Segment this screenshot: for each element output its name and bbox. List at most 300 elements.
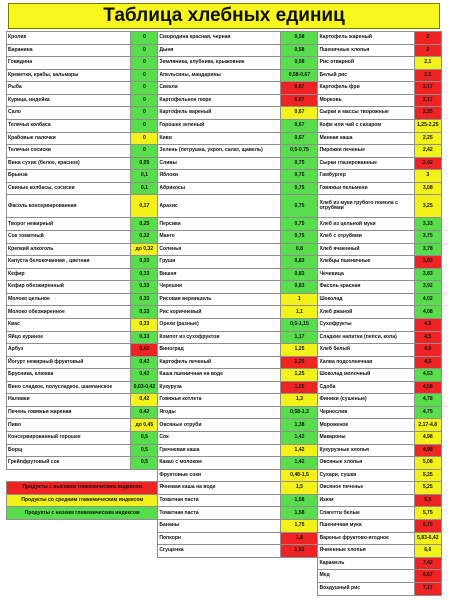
product-name: Свекла bbox=[158, 82, 281, 95]
empty-cell bbox=[131, 532, 158, 545]
bread-units-value: 0,05 bbox=[131, 157, 158, 170]
table-row bbox=[7, 406, 442, 419]
bread-units-value: 2,25 bbox=[414, 107, 441, 120]
bread-units-value: 1,1 bbox=[281, 306, 318, 319]
bread-units-value: до 0,32 bbox=[131, 243, 158, 256]
bread-units-value: 0 bbox=[131, 69, 158, 82]
bread-units-value: 0,58 bbox=[281, 44, 318, 57]
product-name: Черешня bbox=[158, 281, 281, 294]
product-name: Рис коричневый bbox=[158, 306, 281, 319]
product-name: Халва подсолнечная bbox=[318, 356, 414, 369]
product-name: Земляника, клубника, крыжовник bbox=[158, 57, 281, 70]
product-name: Брусника, клюква bbox=[7, 369, 131, 382]
bread-units-value: 3,92 bbox=[414, 281, 441, 294]
product-name: Свиные колбасы, сосиски bbox=[7, 182, 131, 195]
product-name: Баранина bbox=[7, 44, 131, 57]
product-name: Дыня bbox=[158, 44, 281, 57]
product-name: Картофель жареный bbox=[318, 32, 414, 45]
product-name: Шоколад молочный bbox=[318, 369, 414, 382]
product-name: Кофе или чай с сахаром bbox=[318, 119, 414, 132]
bread-units-value: 7,17 bbox=[414, 582, 441, 595]
product-name: Груши bbox=[158, 256, 281, 269]
product-name: Капуста белокочанная , цветная bbox=[7, 256, 131, 269]
product-name: Телячья колбаса bbox=[7, 119, 131, 132]
product-name: Изюм bbox=[318, 494, 414, 507]
product-name: Говяжья котлета bbox=[158, 394, 281, 407]
product-name: Сок bbox=[158, 432, 281, 445]
product-name: Какао с молоком bbox=[158, 457, 281, 470]
table-row bbox=[7, 507, 442, 520]
product-name: Чечевица bbox=[318, 268, 414, 281]
product-name: Печень говяжья жареная bbox=[7, 406, 131, 419]
bread-units-value: 2,17 bbox=[414, 82, 441, 95]
product-name: Сырки глазированные bbox=[318, 157, 414, 170]
product-name: Кукурузные хлопья bbox=[318, 444, 414, 457]
bread-units-value: 5,25 bbox=[414, 482, 441, 495]
bread-units-value: 1,25 bbox=[281, 369, 318, 382]
product-name: Курица, индейка bbox=[7, 94, 131, 107]
table-row bbox=[7, 256, 442, 269]
table-row bbox=[7, 182, 442, 195]
bread-units-value: 0,5-1,15 bbox=[281, 318, 318, 331]
bread-units-value: 0 bbox=[131, 44, 158, 57]
empty-cell bbox=[7, 519, 131, 532]
bread-units-value: 4,02 bbox=[414, 293, 441, 306]
product-name: Бананы bbox=[158, 519, 281, 532]
product-name: Арахис bbox=[158, 195, 281, 218]
table-row bbox=[7, 557, 442, 570]
table-row bbox=[7, 32, 442, 45]
bread-units-value: 3,78 bbox=[414, 243, 441, 256]
bread-units-value: 0,67 bbox=[281, 132, 318, 145]
product-name: Сухофрукты bbox=[318, 318, 414, 331]
product-name: Белый рис bbox=[318, 69, 414, 82]
bread-units-value: 2,1 bbox=[414, 69, 441, 82]
product-name: Персики bbox=[158, 218, 281, 231]
table-row bbox=[7, 306, 442, 319]
product-name: Гречневая каша bbox=[158, 444, 281, 457]
bread-units-value: 6,6 bbox=[414, 545, 441, 558]
bread-units-value: 0 bbox=[131, 32, 158, 45]
bread-units-value: 0,5 bbox=[131, 432, 158, 445]
bread-units-value: 3,75 bbox=[414, 231, 441, 244]
table-row bbox=[7, 268, 442, 281]
empty-cell bbox=[7, 557, 131, 570]
bread-units-value: 0,75 bbox=[281, 157, 318, 170]
table-row bbox=[7, 94, 442, 107]
bread-units-value: 3,25 bbox=[414, 195, 441, 218]
bread-units-value: 1,25 bbox=[281, 356, 318, 369]
table-row bbox=[7, 582, 442, 595]
product-name: Наливки bbox=[7, 394, 131, 407]
table-row bbox=[7, 57, 442, 70]
product-name: Йогурт нежирный фруктовый bbox=[7, 356, 131, 369]
bread-units-value: 0,33 bbox=[131, 256, 158, 269]
table-row bbox=[7, 145, 442, 158]
product-name: Картофельное пюре bbox=[158, 94, 281, 107]
table-row bbox=[7, 469, 442, 482]
empty-cell bbox=[131, 545, 158, 558]
product-name: Вишня bbox=[158, 268, 281, 281]
bread-units-value: 1,17 bbox=[281, 331, 318, 344]
table-row bbox=[7, 132, 442, 145]
table-row bbox=[7, 532, 442, 545]
bread-units-value: 0,67 bbox=[281, 119, 318, 132]
product-name: Рыба bbox=[7, 82, 131, 95]
product-name: Пшеничная мука bbox=[318, 519, 414, 532]
product-name: Борщ bbox=[7, 444, 131, 457]
bread-units-value: 5,83-6,42 bbox=[414, 532, 441, 545]
product-name: Соленья bbox=[158, 243, 281, 256]
bread-units-value: 4,5 bbox=[414, 318, 441, 331]
table-row bbox=[7, 369, 442, 382]
product-name: Молоко цельное bbox=[7, 293, 131, 306]
table-row bbox=[7, 344, 442, 357]
product-name: Ягоды bbox=[158, 406, 281, 419]
product-name: Картофель фри bbox=[318, 82, 414, 95]
bread-units-value: 0,42 bbox=[131, 406, 158, 419]
bread-units-value: 4,08 bbox=[414, 306, 441, 319]
product-name: Макароны bbox=[318, 432, 414, 445]
product-name: Хлебцы пшеничные bbox=[318, 256, 414, 269]
product-name: Картофель печеный bbox=[158, 356, 281, 369]
bread-units-value: 0,25 bbox=[131, 218, 158, 231]
product-name: Сладкие напитки (пепси, кола) bbox=[318, 331, 414, 344]
table-row bbox=[7, 457, 442, 470]
empty-cell bbox=[7, 582, 131, 595]
product-name: Крепкий алкоголь bbox=[7, 243, 131, 256]
bread-units-value: 0 bbox=[131, 94, 158, 107]
bread-units-value: 0,83 bbox=[281, 256, 318, 269]
bread-units-value: 0,67 bbox=[281, 94, 318, 107]
product-name: Кукуруза bbox=[158, 381, 281, 394]
bread-units-value: 2,25 bbox=[414, 132, 441, 145]
bread-units-value: 3,33 bbox=[414, 218, 441, 231]
bread-units-value: 1,25 bbox=[281, 344, 318, 357]
bread-units-value: 3,08 bbox=[414, 182, 441, 195]
empty-cell bbox=[281, 570, 318, 583]
product-name: Хлеб с отрубями bbox=[318, 231, 414, 244]
empty-cell bbox=[7, 545, 131, 558]
bread-units-value: 1,8 bbox=[281, 532, 318, 545]
table-row bbox=[7, 482, 442, 495]
bread-units-value: 0 bbox=[131, 132, 158, 145]
product-name: Хлеб ржаной bbox=[318, 306, 414, 319]
product-name: Сдоба bbox=[318, 381, 414, 394]
bread-units-value: 2,42 bbox=[414, 157, 441, 170]
product-name: Вина сухие (белое, красное) bbox=[7, 157, 131, 170]
product-name: Пирожки печеные bbox=[318, 145, 414, 158]
product-name: Яблоки bbox=[158, 170, 281, 183]
table-row bbox=[7, 170, 442, 183]
bread-units-value: 0 bbox=[131, 57, 158, 70]
bread-units-value: 0,48-1,5 bbox=[281, 469, 318, 482]
bread-units-value: 4,75 bbox=[414, 406, 441, 419]
product-name: Сало bbox=[7, 107, 131, 120]
product-name: Мед bbox=[318, 570, 414, 583]
bread-units-value: до 0,45 bbox=[131, 419, 158, 432]
product-name: Фасоль консервированная bbox=[7, 195, 131, 218]
product-name: Воздушный рис bbox=[318, 582, 414, 595]
bread-units-value: 0,32 bbox=[131, 231, 158, 244]
product-name: Телячьи сосиски bbox=[7, 145, 131, 158]
product-name: Каша пшеничная на воде bbox=[158, 369, 281, 382]
bread-units-value: 1,5 bbox=[281, 482, 318, 495]
bread-units-value: 0,58 bbox=[281, 57, 318, 70]
product-name: Финики (сушеные) bbox=[318, 394, 414, 407]
table-row bbox=[7, 356, 442, 369]
bread-units-value: 1,92 bbox=[281, 545, 318, 558]
table-body bbox=[7, 32, 442, 596]
table-row bbox=[7, 519, 442, 532]
bread-units-value: 4,98 bbox=[414, 444, 441, 457]
product-name: Попкорн bbox=[158, 532, 281, 545]
table-row bbox=[7, 570, 442, 583]
empty-cell bbox=[281, 582, 318, 595]
empty-cell bbox=[7, 570, 131, 583]
bread-units-value: 1,42 bbox=[281, 432, 318, 445]
product-name: Варенье фруктово-ягодное bbox=[318, 532, 414, 545]
product-name: Чернослив bbox=[318, 406, 414, 419]
bread-units-value: 2,17 bbox=[414, 94, 441, 107]
bread-units-value: 0,33 bbox=[131, 306, 158, 319]
empty-cell bbox=[131, 469, 158, 482]
table-row bbox=[7, 195, 442, 218]
bread-units-value: 0,67 bbox=[281, 107, 318, 120]
bread-units-value: 4,58 bbox=[414, 381, 441, 394]
empty-cell bbox=[131, 582, 158, 595]
product-name: Арбуз bbox=[7, 344, 131, 357]
bread-units-value: 1 bbox=[281, 293, 318, 306]
bread-units-value: 0,58-1,3 bbox=[281, 406, 318, 419]
table-row bbox=[7, 293, 442, 306]
table-row bbox=[7, 157, 442, 170]
product-name: Абрикосы bbox=[158, 182, 281, 195]
bread-units-value: 7,42 bbox=[414, 557, 441, 570]
product-name: Овсяные отруби bbox=[158, 419, 281, 432]
bread-units-value: 0,1 bbox=[131, 170, 158, 183]
table-row bbox=[7, 281, 442, 294]
product-name: Морковь bbox=[318, 94, 414, 107]
bread-units-value: 1,58 bbox=[281, 494, 318, 507]
empty-cell bbox=[7, 532, 131, 545]
product-name: Томатная паста bbox=[158, 507, 281, 520]
bread-units-value: 3,83 bbox=[414, 256, 441, 269]
bread-units-value: 0,5-0,75 bbox=[281, 145, 318, 158]
empty-cell bbox=[158, 570, 281, 583]
bread-units-value: 2 bbox=[414, 44, 441, 57]
bread-units-value: 0,58 bbox=[281, 32, 318, 45]
bread-units-value: 0 bbox=[131, 145, 158, 158]
product-name: Говядина bbox=[7, 57, 131, 70]
table-row bbox=[7, 331, 442, 344]
bread-units-value: 0,58-0,67 bbox=[281, 69, 318, 82]
product-name: Спагетти белые bbox=[318, 507, 414, 520]
table-row bbox=[7, 82, 442, 95]
product-name: Картофель вареный bbox=[158, 107, 281, 120]
bread-units-value: 0 bbox=[131, 82, 158, 95]
product-name: Фасоль красная bbox=[318, 281, 414, 294]
product-name: Кефир обезжиренный bbox=[7, 281, 131, 294]
product-name: Овсяные хлопья bbox=[318, 457, 414, 470]
product-name: Овсяное печенье bbox=[318, 482, 414, 495]
product-name: Рисовая вермишель bbox=[158, 293, 281, 306]
bread-units-value: 0,8 bbox=[281, 243, 318, 256]
bread-units-value: 0,67 bbox=[281, 82, 318, 95]
table-row bbox=[7, 107, 442, 120]
bread-units-value: 1,42 bbox=[281, 444, 318, 457]
product-name: Говяжьи пельмени bbox=[318, 182, 414, 195]
product-name: Зелень (петрушка, укроп, салат, щавель) bbox=[158, 145, 281, 158]
table-row bbox=[7, 243, 442, 256]
product-name: Хлеб из цельной муки bbox=[318, 218, 414, 231]
product-name: Яйцо куриное bbox=[7, 331, 131, 344]
bread-units-value: 0 bbox=[131, 119, 158, 132]
product-name: Рис отварной bbox=[318, 57, 414, 70]
product-name: Орехи (разные) bbox=[158, 318, 281, 331]
table-row bbox=[7, 432, 442, 445]
table-row bbox=[7, 69, 442, 82]
table-row bbox=[7, 119, 442, 132]
bread-units-value: 5,75 bbox=[414, 519, 441, 532]
product-name: Компот из сухофруктов bbox=[158, 331, 281, 344]
bread-units-value: 0,1 bbox=[131, 182, 158, 195]
empty-cell bbox=[131, 557, 158, 570]
product-name: Консервированный горошек bbox=[7, 432, 131, 445]
bread-units-value: 2,1 bbox=[414, 57, 441, 70]
bread-units-value: 5,08 bbox=[414, 457, 441, 470]
legend-cell: Продукты с низким гликемическим индексом bbox=[7, 507, 158, 520]
bread-units-value: 0 bbox=[131, 107, 158, 120]
table-row bbox=[7, 44, 442, 57]
bread-units-table bbox=[6, 31, 442, 596]
table-row bbox=[7, 218, 442, 231]
bread-units-value: 3 bbox=[414, 170, 441, 183]
product-name: Киви bbox=[158, 132, 281, 145]
bread-units-value: 0,03-0,42 bbox=[131, 381, 158, 394]
bread-units-value: 4,78 bbox=[414, 394, 441, 407]
product-name: Вино сладкое, полусладкое, шампанское bbox=[7, 381, 131, 394]
product-name: Кефир bbox=[7, 268, 131, 281]
empty-cell bbox=[158, 582, 281, 595]
bread-units-value: 0,75 bbox=[281, 182, 318, 195]
bread-units-value: 0,75 bbox=[281, 195, 318, 218]
product-name: Виноград bbox=[158, 344, 281, 357]
bread-units-value: 2,42 bbox=[414, 145, 441, 158]
product-name: Брынза bbox=[7, 170, 131, 183]
bread-units-value: 0,33 bbox=[131, 331, 158, 344]
product-name: Фруктовые соки bbox=[158, 469, 281, 482]
bread-units-value: 0,42 bbox=[131, 356, 158, 369]
bread-units-value: 1,25 bbox=[281, 381, 318, 394]
table-row bbox=[7, 419, 442, 432]
bread-units-value: 0,42 bbox=[131, 369, 158, 382]
table-row bbox=[7, 394, 442, 407]
product-name: Хлеб ячменный bbox=[318, 243, 414, 256]
product-name: Молоко обезжиренное bbox=[7, 306, 131, 319]
bread-units-value: 5,5 bbox=[414, 494, 441, 507]
bread-units-value: 1,58 bbox=[281, 507, 318, 520]
product-name: Сок томатный bbox=[7, 231, 131, 244]
product-name: Пиво bbox=[7, 419, 131, 432]
table-row bbox=[7, 444, 442, 457]
bread-units-value: 1,3 bbox=[281, 394, 318, 407]
bread-units-value: 2 bbox=[414, 32, 441, 45]
product-name: Хлеб белый bbox=[318, 344, 414, 357]
product-name: Креветки, крабы, кальмары bbox=[7, 69, 131, 82]
product-name: Шоколад bbox=[318, 293, 414, 306]
product-name: Смородина красная, черная bbox=[158, 32, 281, 45]
bread-units-value: 6,67 bbox=[414, 570, 441, 583]
product-name: Сливы bbox=[158, 157, 281, 170]
empty-cell bbox=[131, 519, 158, 532]
product-name: Пшеничные хлопья bbox=[318, 44, 414, 57]
bread-units-value: 0,17 bbox=[131, 195, 158, 218]
bread-units-value: 2,17-4,8 bbox=[414, 419, 441, 432]
product-name: Карамель bbox=[318, 557, 414, 570]
product-name: Мороженое bbox=[318, 419, 414, 432]
bread-units-value: 0,75 bbox=[281, 218, 318, 231]
bread-units-value: 0,75 bbox=[281, 170, 318, 183]
bread-units-value: 4,53 bbox=[414, 369, 441, 382]
bread-units-value: 5,75 bbox=[414, 507, 441, 520]
bread-units-value: 0,33 bbox=[131, 281, 158, 294]
product-name: Манго bbox=[158, 231, 281, 244]
bread-units-value: 4,5 bbox=[414, 356, 441, 369]
bread-units-value: 0,83 bbox=[281, 281, 318, 294]
bread-units-value: 5,25 bbox=[414, 469, 441, 482]
bread-units-value: 0,33 bbox=[131, 318, 158, 331]
product-name: Томатная паста bbox=[158, 494, 281, 507]
product-name: Хлеб из муки грубого помола с отрубями bbox=[318, 195, 414, 218]
product-name: Кролик bbox=[7, 32, 131, 45]
empty-cell bbox=[158, 557, 281, 570]
bread-units-value: 0,75 bbox=[281, 231, 318, 244]
product-name: Грейпфрутовый сок bbox=[7, 457, 131, 470]
product-name: Квас bbox=[7, 318, 131, 331]
bread-units-value: 4,5 bbox=[414, 344, 441, 357]
bread-units-value: 1,25-2,25 bbox=[414, 119, 441, 132]
product-name: Сгущенка bbox=[158, 545, 281, 558]
table-row bbox=[7, 381, 442, 394]
bread-units-value: 0,33 bbox=[131, 268, 158, 281]
bread-units-value: 3,83 bbox=[414, 268, 441, 281]
product-name: Сырки и массы творожные bbox=[318, 107, 414, 120]
product-name: Манная каша bbox=[318, 132, 414, 145]
bread-units-value: 1,42 bbox=[281, 457, 318, 470]
empty-cell bbox=[131, 570, 158, 583]
bread-units-value: 4,5 bbox=[414, 331, 441, 344]
bread-units-value: 0,33 bbox=[131, 293, 158, 306]
table-row bbox=[7, 494, 442, 507]
product-name: Гамбургер bbox=[318, 170, 414, 183]
page-title: Таблица хлебных единиц bbox=[8, 3, 440, 29]
bread-units-value: 0,83 bbox=[281, 268, 318, 281]
product-name: Апельсины, мандарины bbox=[158, 69, 281, 82]
bread-units-value: 4,98 bbox=[414, 432, 441, 445]
product-name: Ячменные хлопья bbox=[318, 545, 414, 558]
table-row bbox=[7, 231, 442, 244]
table-row bbox=[7, 545, 442, 558]
bread-units-value: 0,5 bbox=[131, 444, 158, 457]
empty-cell bbox=[7, 469, 131, 482]
bread-units-value: 0,42 bbox=[131, 394, 158, 407]
product-name: Крабовые палочки bbox=[7, 132, 131, 145]
legend-cell: Продукты с высоким гликемическим индексом bbox=[7, 482, 158, 495]
product-name: Сухари, сушки bbox=[318, 469, 414, 482]
empty-cell bbox=[281, 557, 318, 570]
product-name: Творог нежирный bbox=[7, 218, 131, 231]
